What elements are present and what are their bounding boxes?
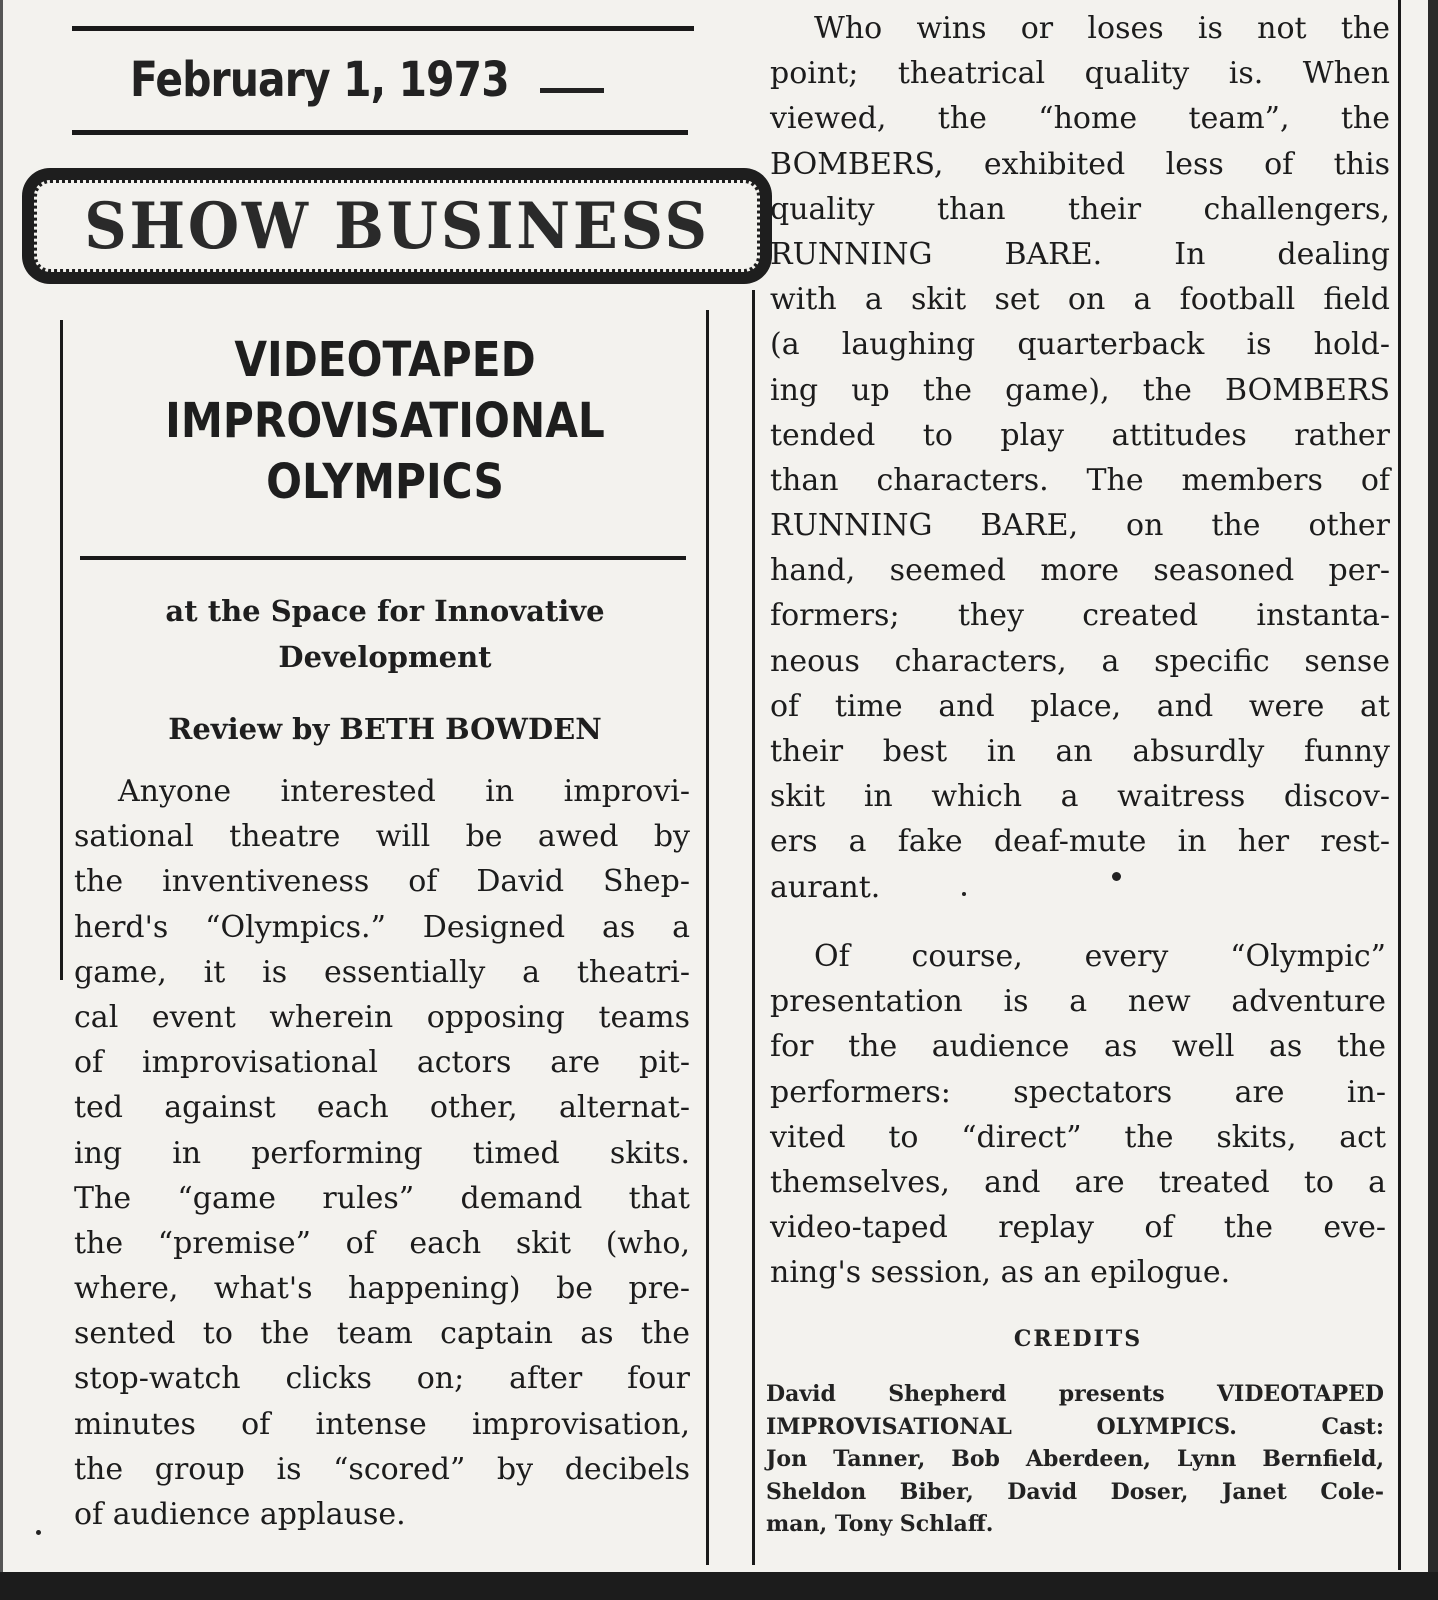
credits-line: David Shepherd presents VIDEOTAPED bbox=[766, 1381, 1384, 1407]
body-line: the “premise” of each skit (who, bbox=[74, 1225, 690, 1261]
section-banner-frame bbox=[34, 180, 760, 272]
credits-line: Sheldon Biber, David Doser, Janet Cole- bbox=[766, 1478, 1384, 1505]
body-line: where, what's happening) be pre- bbox=[74, 1271, 690, 1307]
body-line: minutes of intense improvisation, bbox=[74, 1406, 690, 1442]
body-line: hand, seemed more seasoned per- bbox=[770, 553, 1390, 589]
body-line: the inventiveness of David Shep- bbox=[74, 864, 690, 900]
body-line: presentation is a new adventure bbox=[770, 984, 1386, 1020]
body-line: RUNNING BARE. In dealing bbox=[770, 236, 1390, 272]
dateline-dash bbox=[540, 88, 604, 93]
ink-speck bbox=[36, 1530, 41, 1535]
body-line: The “game rules” demand that bbox=[74, 1180, 690, 1216]
body-line: ers a fake deaf-mute in her rest- bbox=[770, 824, 1390, 860]
body-line: of improvisational actors are pit- bbox=[74, 1045, 690, 1081]
body-line: ing up the game), the BOMBERS bbox=[770, 372, 1390, 408]
headline-line: OLYMPICS bbox=[266, 454, 504, 510]
headline-rule bbox=[80, 556, 686, 560]
ink-speck bbox=[1112, 872, 1121, 881]
left-column-body bbox=[74, 769, 690, 1537]
body-line: point; theatrical quality is. When bbox=[770, 56, 1390, 92]
body-line: quality than their challengers, bbox=[770, 191, 1390, 227]
body-line: sented to the team captain as the bbox=[74, 1316, 690, 1352]
body-line: Who wins or loses is not the bbox=[814, 11, 1390, 46]
credits-line: Jon Tanner, Bob Aberdeen, Lynn Bernfield, bbox=[766, 1446, 1384, 1472]
body-line: stop-watch clicks on; after four bbox=[74, 1361, 690, 1397]
body-line: Anyone interested in improvi- bbox=[118, 774, 690, 809]
dateline: February 1, 1973 bbox=[130, 52, 509, 108]
body-line: tended to play attitudes rather bbox=[770, 417, 1390, 453]
body-line: RUNNING BARE, on the other bbox=[770, 508, 1390, 544]
credits-line: man, Tony Schlaff. bbox=[766, 1511, 994, 1537]
body-line: of time and place, and were at bbox=[770, 688, 1390, 724]
body-line: herd's “Olympics.” Designed as a bbox=[74, 909, 690, 945]
body-line: themselves, and are treated to a bbox=[770, 1164, 1386, 1200]
headline-line: VIDEOTAPED bbox=[234, 332, 536, 388]
body-line: viewed, the “home team”, the bbox=[770, 101, 1390, 137]
clipping-left-edge bbox=[0, 0, 3, 1600]
body-line: ing in performing timed skits. bbox=[74, 1135, 690, 1171]
body-line: video-taped replay of the eve- bbox=[770, 1210, 1386, 1246]
body-line: performers: spectators are in- bbox=[770, 1074, 1386, 1110]
body-line: skit in which a waitress discov- bbox=[770, 779, 1390, 815]
body-line: their best in an absurdly funny bbox=[770, 734, 1390, 769]
body-line: ning's session, as an epilogue. bbox=[770, 1255, 1231, 1291]
section-banner-title: SHOW BUSINESS bbox=[84, 188, 710, 264]
body-line: with a skit set on a football field bbox=[770, 282, 1390, 318]
body-line: for the audience as well as the bbox=[770, 1029, 1386, 1065]
right-column-paragraph-1 bbox=[770, 6, 1390, 910]
credits-heading: CREDITS bbox=[1013, 1326, 1143, 1352]
body-line: sational theatre will be awed by bbox=[74, 819, 690, 855]
body-line: of audience applause. bbox=[74, 1497, 406, 1532]
left-box-rule bbox=[60, 320, 63, 980]
body-line: game, it is essentially a theatri- bbox=[74, 954, 690, 990]
venue-line: at the Space for Innovative bbox=[165, 594, 605, 628]
dateline-top-rule bbox=[72, 26, 694, 31]
body-line: vited to “direct” the skits, act bbox=[770, 1119, 1386, 1155]
body-line: ted against each other, alternat- bbox=[74, 1090, 690, 1126]
right-box-rule bbox=[1398, 0, 1401, 1570]
clipping-right-edge bbox=[1428, 0, 1438, 1600]
credits-block bbox=[766, 1378, 1384, 1541]
inner-left-column-rule bbox=[706, 310, 709, 1565]
dateline-bottom-rule bbox=[72, 130, 688, 135]
body-line: (a laughing quarterback is hold- bbox=[770, 327, 1390, 363]
right-column-paragraph-2 bbox=[770, 934, 1386, 1296]
headline bbox=[117, 330, 654, 513]
ink-speck bbox=[962, 892, 966, 896]
venue bbox=[80, 588, 690, 680]
body-line: neous characters, a specific sense bbox=[770, 643, 1390, 679]
clipping-bottom-edge bbox=[0, 1572, 1438, 1600]
body-line: aurant. bbox=[770, 869, 881, 905]
body-line: the group is “scored” by decibels bbox=[74, 1451, 690, 1487]
venue-line: Development bbox=[278, 640, 492, 674]
body-line: BOMBERS, exhibited less of this bbox=[770, 146, 1390, 182]
body-line: than characters. The members of bbox=[770, 462, 1390, 498]
column-divider-rule bbox=[752, 290, 755, 1565]
body-line: Of course, every “Olympic” bbox=[814, 939, 1386, 974]
body-line: cal event wherein opposing teams bbox=[74, 999, 690, 1035]
headline-line: IMPROVISATIONAL bbox=[165, 393, 605, 449]
section-banner bbox=[22, 168, 772, 284]
byline: Review by BETH BOWDEN bbox=[168, 712, 602, 746]
credits-line: IMPROVISATIONAL OLYMPICS. Cast: bbox=[766, 1413, 1384, 1440]
body-line: formers; they created instanta- bbox=[770, 598, 1390, 634]
